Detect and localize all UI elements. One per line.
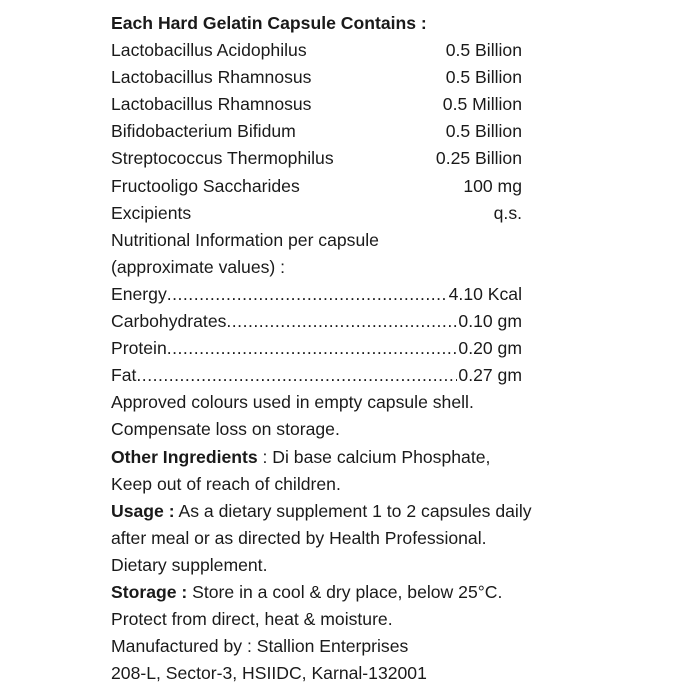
warning-text: Keep out of reach of children.	[111, 473, 341, 494]
ingredient-row	[111, 200, 522, 227]
nutrition-name-leader	[111, 335, 457, 362]
nutrition-name: Fat	[111, 365, 137, 386]
manufacturer-name: Manufactured by : Stallion Enterprises	[111, 636, 409, 657]
nutrition-name-leader	[111, 308, 457, 335]
usage-label: Usage :	[111, 500, 175, 521]
ingredient-name: Lactobacillus Rhamnosus	[111, 94, 312, 115]
usage-text: As a dietary supplement 1 to 2 capsules daily	[174, 500, 532, 521]
ingredient-name: Bifidobacterium Bifidum	[111, 121, 296, 142]
storage-line	[111, 579, 581, 606]
nutrition-value: 4.10 Kcal	[448, 283, 522, 304]
ingredient-row	[111, 91, 522, 118]
ingredient-row	[111, 64, 522, 91]
nutrition-name: Protein	[111, 338, 167, 359]
nutrition-row	[111, 281, 522, 308]
usage-line-2: after meal or as directed by Health Professional.	[111, 527, 487, 548]
nutrition-name: Energy	[111, 283, 167, 304]
ingredient-quantity: 0.5 Billion	[445, 67, 522, 88]
nutrition-name: Carbohydrates	[111, 311, 227, 332]
manufacturer-address: 208-L, Sector-3, HSIIDC, Karnal-132001	[111, 663, 427, 684]
other-ingredients-text: : Di base calcium Phosphate,	[257, 446, 491, 467]
nutrition-name-leader	[111, 362, 457, 389]
usage-line	[111, 498, 581, 525]
ingredient-row	[111, 118, 522, 145]
ingredient-name: Lactobacillus Acidophilus	[111, 40, 307, 61]
ingredient-quantity: 0.25 Billion	[435, 148, 522, 169]
ingredient-name: Excipients	[111, 202, 192, 223]
colours-note: Approved colours used in empty capsule shell.	[111, 392, 474, 413]
usage-line-3: Dietary supplement.	[111, 554, 268, 575]
nutrition-title: Nutritional Information per capsule	[111, 229, 379, 250]
other-ingredients-line	[111, 444, 581, 471]
storage-text: Store in a cool & dry place, below 25°C.	[187, 581, 503, 602]
nutrition-name-leader	[111, 281, 448, 308]
composition-heading: Each Hard Gelatin Capsule Contains :	[111, 13, 427, 33]
storage-loss-note: Compensate loss on storage.	[111, 419, 340, 440]
nutrition-row	[111, 308, 522, 335]
ingredient-quantity: 0.5 Billion	[445, 40, 522, 61]
ingredient-row	[111, 173, 522, 200]
nutrition-row	[111, 335, 522, 362]
ingredient-quantity: 0.5 Billion	[445, 121, 522, 142]
ingredient-row	[111, 145, 522, 172]
nutrition-value: 0.27 gm	[458, 365, 522, 386]
ingredient-quantity: 0.5 Million	[442, 94, 522, 115]
storage-label: Storage :	[111, 581, 188, 602]
ingredient-quantity: 100 mg	[463, 175, 522, 196]
nutrition-value: 0.10 gm	[458, 311, 522, 332]
ingredient-name: Lactobacillus Rhamnosus	[111, 67, 312, 88]
ingredient-quantity: q.s.	[493, 202, 522, 223]
nutrition-row	[111, 362, 522, 389]
product-label-text	[111, 10, 581, 687]
nutrition-value: 0.20 gm	[458, 338, 522, 359]
other-ingredients-label: Other Ingredients	[111, 446, 258, 467]
ingredient-name: Fructooligo Saccharides	[111, 175, 300, 196]
storage-line-2: Protect from direct, heat & moisture.	[111, 609, 393, 630]
ingredient-name: Streptococcus Thermophilus	[111, 148, 334, 169]
ingredient-row	[111, 37, 522, 64]
nutrition-subtitle: (approximate values) :	[111, 256, 286, 277]
